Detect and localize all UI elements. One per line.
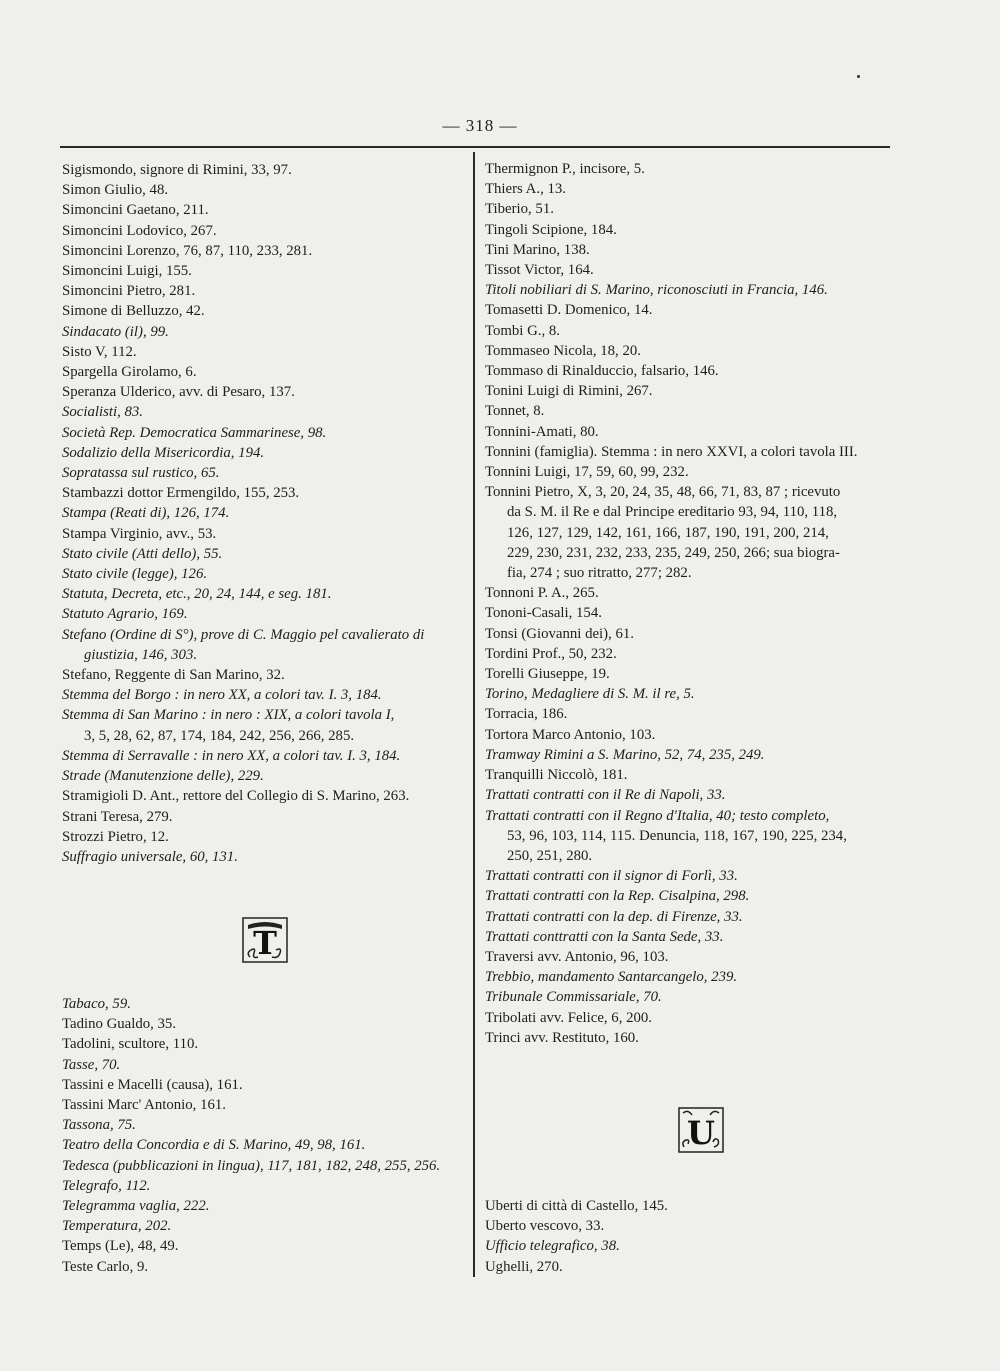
index-entry: Tombi G., 8. xyxy=(485,322,561,339)
index-entry: Simoncini Lodovico, 267. xyxy=(62,222,217,239)
index-entry: Simoncini Lorenzo, 76, 87, 110, 233, 281. xyxy=(62,242,313,259)
index-entry: Simoncini Gaetano, 211. xyxy=(62,202,209,219)
index-entry: Trattati contratti con la dep. di Firenze, 33. xyxy=(485,908,743,925)
index-entry: Trattati contratti con la Rep. Cisalpina, 298. xyxy=(485,888,750,905)
index-entry: Tribolati avv. Felice, 6, 200. xyxy=(485,1009,652,1026)
index-section-t-right xyxy=(485,159,897,1048)
index-entry: Telegramma vaglia, 222. xyxy=(62,1198,210,1215)
index-entry: Traversi avv. Antonio, 96, 103. xyxy=(485,948,669,965)
index-entry: Stramigioli D. Ant., rettore del Collegio di S. Marino, 263. xyxy=(62,788,410,805)
index-entry: Suffragio universale, 60, 131. xyxy=(62,848,238,865)
index-entry: Sindacato (il), 99. xyxy=(62,323,169,340)
index-entry: Tasse, 70. xyxy=(62,1056,121,1073)
initial-u-letter: U xyxy=(687,1114,715,1152)
index-entry: Tomasetti D. Domenico, 14. xyxy=(485,302,653,319)
index-entry: Tommaso di Rinalduccio, falsario, 146. xyxy=(485,363,719,380)
index-entry: Tini Marino, 138. xyxy=(485,241,590,258)
index-entry: Teatro della Concordia e di S. Marino, 49, 98, 161. xyxy=(62,1137,366,1154)
index-entry: Uberti di città di Castello, 145. xyxy=(485,1198,668,1214)
index-entry: Statuto Agrario, 169. xyxy=(62,606,188,623)
index-entry: Tassona, 75. xyxy=(62,1117,136,1134)
index-entry: 53, 96, 103, 114, 115. Denuncia, 118, 167, 190, 225, 234, xyxy=(507,827,847,844)
index-entry: Tordini Prof., 50, 232. xyxy=(485,645,617,662)
index-entry: 250, 251, 280. xyxy=(507,847,593,864)
index-entry: Tissot Victor, 164. xyxy=(485,262,594,279)
index-entry: Tiberio, 51. xyxy=(485,201,554,218)
index-entry: Strozzi Pietro, 12. xyxy=(62,828,169,845)
index-entry: Sisto V, 112. xyxy=(62,343,137,360)
index-entry: fia, 274 ; suo ritratto, 277; 282. xyxy=(507,565,692,582)
index-entry: da S. M. il Re e dal Principe ereditario 93, 94, 110, 118, xyxy=(507,504,838,521)
index-entry: Tadolini, scultore, 110. xyxy=(62,1036,199,1053)
index-entry: Stampa Virginio, avv., 53. xyxy=(62,525,217,542)
index-entry: Ufficio telegrafico, 38. xyxy=(485,1238,620,1255)
index-entry: Strade (Manutenzione delle), 229. xyxy=(62,768,264,785)
index-entry: Stefano, Reggente di San Marino, 32. xyxy=(62,667,285,684)
index-entry: Torracia, 186. xyxy=(485,706,568,723)
index-entry: Torelli Giuseppe, 19. xyxy=(485,666,610,683)
index-entry: 229, 230, 231, 232, 233, 235, 249, 250, 266; sua biogra- xyxy=(507,544,840,561)
index-entry: Teste Carlo, 9. xyxy=(62,1258,149,1275)
index-entry: Torino, Medagliere di S. M. il re, 5. xyxy=(485,686,695,703)
index-entry: Uberto vescovo, 33. xyxy=(485,1218,605,1235)
index-entry: Stemma di Serravalle : in nero XX, a colori tav. I. 3, 184. xyxy=(62,747,401,764)
index-entry: Tabaco, 59. xyxy=(62,996,131,1012)
index-entry: Tadino Gualdo, 35. xyxy=(62,1016,177,1033)
index-entry: Thermignon P., incisore, 5. xyxy=(485,161,645,177)
index-entry: Ughelli, 270. xyxy=(485,1258,563,1275)
decorative-initial-t-icon xyxy=(242,917,288,963)
header-rule xyxy=(60,146,890,148)
index-entry: Tommaseo Nicola, 18, 20. xyxy=(485,342,641,359)
index-entry: Trattati contratti con il signor di Forlì, 33. xyxy=(485,868,738,885)
index-entry: Tedesca (pubblicazioni in lingua), 117, 181, 182, 248, 255, 256. xyxy=(62,1157,441,1174)
index-entry: 126, 127, 129, 142, 161, 166, 187, 190, 191, 200, 214, xyxy=(507,524,829,541)
index-entry: Tramway Rimini a S. Marino, 52, 74, 235, 249. xyxy=(485,746,765,763)
index-entry: Stefano (Ordine di S°), prove di C. Maggio pel cavalierato di xyxy=(62,626,425,643)
index-entry: Simoncini Pietro, 281. xyxy=(62,283,196,300)
index-entry: Stambazzi dottor Ermengildo, 155, 253. xyxy=(62,485,300,502)
index-entry: 3, 5, 28, 62, 87, 174, 184, 242, 256, 266, 285. xyxy=(84,727,355,744)
index-entry: Tranquilli Niccolò, 181. xyxy=(485,767,628,784)
index-entry: Società Rep. Democratica Sammarinese, 98. xyxy=(62,424,327,441)
index-entry: Tonnini (famiglia). Stemma : in nero XXVI, a colori tavola III. xyxy=(485,443,858,460)
index-entry: Tonnoni P. A., 265. xyxy=(485,585,599,602)
page-number: — 318 — xyxy=(442,116,518,135)
index-entry: Simoncini Luigi, 155. xyxy=(62,263,192,280)
index-entry: giustizia, 146, 303. xyxy=(84,646,198,663)
index-entry: Simon Giulio, 48. xyxy=(62,182,169,199)
index-entry: Stampa (Reati di), 126, 174. xyxy=(62,505,230,522)
index-entry: Trattati contratti con il Regno d'Italia, 40; testo completo, xyxy=(485,807,830,824)
index-section-t-left xyxy=(62,994,464,1277)
index-entry: Tortora Marco Antonio, 103. xyxy=(485,726,656,743)
index-entry: Tonnini-Amati, 80. xyxy=(485,423,599,440)
index-entry: Tribunale Commissariale, 70. xyxy=(485,989,662,1006)
index-entry: Sodalizio della Misericordia, 194. xyxy=(62,444,265,461)
index-entry: Tonini Luigi di Rimini, 267. xyxy=(485,383,653,400)
index-entry: Tonsi (Giovanni dei), 61. xyxy=(485,625,634,642)
index-entry: Socialisti, 83. xyxy=(62,404,143,421)
column-divider xyxy=(473,152,475,1277)
index-entry: Thiers A., 13. xyxy=(485,181,566,198)
index-entry: Statuta, Decreta, etc., 20, 24, 144, e seg. 181. xyxy=(62,586,332,603)
index-entry: Trattati conttratti con la Santa Sede, 33. xyxy=(485,928,724,945)
index-section-s xyxy=(62,160,464,867)
index-entry: Tonnini Luigi, 17, 59, 60, 99, 232. xyxy=(485,464,689,481)
index-section-u xyxy=(485,1196,897,1277)
index-entry: Trinci avv. Restituto, 160. xyxy=(485,1029,639,1046)
index-entry: Tassini e Macelli (causa), 161. xyxy=(62,1076,243,1093)
initial-t-letter: T xyxy=(253,924,277,962)
index-entry: Strani Teresa, 279. xyxy=(62,808,173,825)
index-entry: Tonnet, 8. xyxy=(485,403,545,420)
index-entry: Stato civile (legge), 126. xyxy=(62,566,208,583)
index-entry: Sigismondo, signore di Rimini, 33, 97. xyxy=(62,162,292,178)
index-entry: Trebbio, mandamento Santarcangelo, 239. xyxy=(485,969,738,986)
index-entry: Temperatura, 202. xyxy=(62,1218,172,1235)
index-entry: Titoli nobiliari di S. Marino, riconosciuti in Francia, 146. xyxy=(485,282,828,299)
index-entry: Trattati contratti con il Re di Napoli, 33. xyxy=(485,787,726,804)
index-entry: Stato civile (Atti dello), 55. xyxy=(62,545,223,562)
index-entry: Telegrafo, 112. xyxy=(62,1177,151,1194)
print-speck xyxy=(857,75,860,78)
index-entry: Tingoli Scipione, 184. xyxy=(485,221,617,238)
index-entry: Stemma del Borgo : in nero XX, a colori tav. I. 3, 184. xyxy=(62,687,382,704)
index-entry: Temps (Le), 48, 49. xyxy=(62,1238,179,1255)
index-entry: Speranza Ulderico, avv. di Pesaro, 137. xyxy=(62,384,295,401)
index-entry: Spargella Girolamo, 6. xyxy=(62,364,197,381)
index-entry: Sopratassa sul rustico, 65. xyxy=(62,465,220,482)
index-entry: Tononi-Casali, 154. xyxy=(485,605,602,622)
index-entry: Stemma di San Marino : in nero : XIX, a colori tavola I, xyxy=(62,707,395,724)
decorative-initial-u-icon xyxy=(678,1107,724,1153)
index-entry: Tonnini Pietro, X, 3, 20, 24, 35, 48, 66, 71, 83, 87 ; ricevuto xyxy=(485,484,841,501)
index-entry: Simone di Belluzzo, 42. xyxy=(62,303,205,320)
index-entry: Tassini Marc' Antonio, 161. xyxy=(62,1097,226,1114)
